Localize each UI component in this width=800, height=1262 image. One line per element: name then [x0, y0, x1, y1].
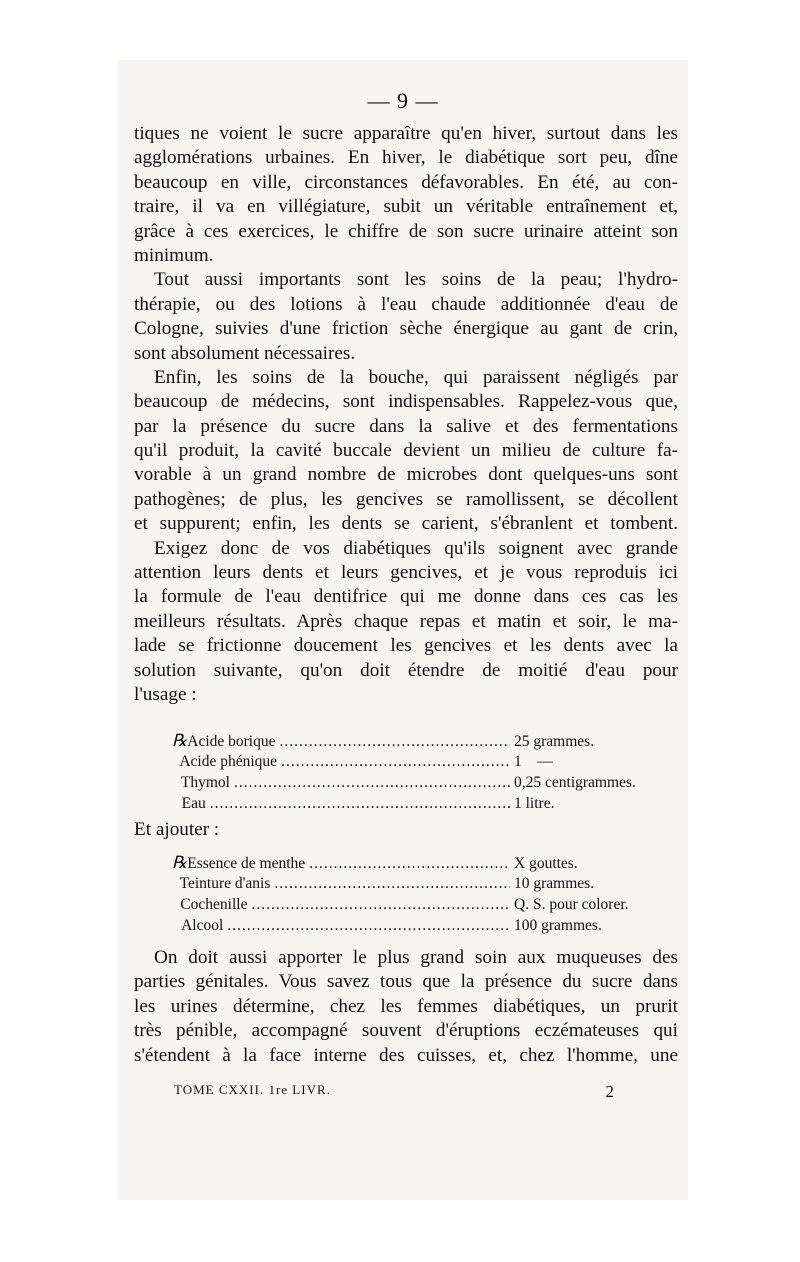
leader-dots: [281, 751, 510, 772]
formula-dentifrice: [172, 730, 642, 814]
ingredient-name: Thymol: [180, 774, 230, 791]
ingredient-quantity: 25 grammes.: [514, 733, 595, 750]
text-line: On doit aussi apporter le plus grand soin aux muqueuses des: [154, 947, 678, 968]
formula-row: [172, 915, 642, 936]
ingredient-name: Acide phénique: [179, 753, 278, 770]
formula-row: [172, 852, 642, 873]
formula-row: [172, 751, 642, 772]
ingredient-quantity: 1 litre.: [514, 795, 555, 812]
page-footer: [174, 1082, 614, 1102]
ingredient-name: Eau: [181, 795, 206, 812]
sheet-number: 2: [605, 1082, 614, 1101]
text-line: Exigez donc de vos diabétiques qu'ils soignent avec grande: [154, 537, 678, 559]
leader-dots: [274, 873, 510, 894]
ingredient-name: Essence de menthe: [187, 855, 306, 872]
volume-signature: TOME CXXII. 1re LIVR.: [174, 1082, 331, 1097]
ingredient-quantity: 100 grammes.: [514, 917, 602, 934]
formula-additions: [172, 852, 642, 936]
ingredient-name: Teinture d'anis: [179, 875, 271, 892]
text-line: qu'il produit, la cavité buccale devient un milieu de culture fa-: [134, 440, 678, 462]
text-line: et suppurent; enfin, les dents se carient, s'ébranlent et tombent.: [134, 513, 678, 535]
book-page: [118, 60, 688, 1200]
leader-dots: [279, 731, 510, 752]
leader-dots: [309, 853, 510, 874]
ingredient-quantity: 0,25 centigrammes.: [514, 774, 636, 791]
text-line: par la présence du sucre dans la salive et des fermentations: [134, 415, 678, 437]
body-text-block-1: [134, 122, 678, 707]
text-line: tiques ne voient le sucre apparaître qu'en hiver, surtout dans les: [134, 123, 678, 144]
leader-dots: [234, 772, 510, 793]
text-line: traire, il va en villégiature, subit un véritable entraînement et,: [134, 196, 678, 218]
body-text-block-2: [134, 946, 678, 1068]
ingredient-quantity: 1 —: [514, 753, 553, 770]
text-line: grâce à ces exercices, le chiffre de son sucre urinaire atteint son: [134, 220, 678, 242]
ingredient-name: Cochenille: [180, 896, 248, 913]
text-line: Enfin, les soins de la bouche, qui paraissent négligés par: [154, 366, 678, 388]
text-line: parties génitales. Vous savez tous que la présence du sucre dans: [134, 971, 678, 993]
formula-row: [172, 873, 642, 894]
text-line: la formule de l'eau dentifrice qui me donne dans ces cas les: [134, 586, 678, 608]
page-number: — 9 —: [367, 88, 439, 113]
formula-row: [172, 894, 642, 915]
text-line: sont absolument nécessaires.: [134, 342, 356, 364]
text-line: solution suivante, qu'on doit étendre de moitié d'eau pour: [134, 659, 678, 681]
formula-row: [172, 730, 642, 751]
text-line: les urines détermine, chez les femmes diabétiques, un prurit: [134, 995, 678, 1017]
ingredient-quantity: 10 grammes.: [514, 875, 595, 892]
text-line: thérapie, ou des lotions à l'eau chaude additionnée d'eau de: [134, 293, 678, 315]
recipe-symbol-icon: ℞: [172, 731, 188, 750]
text-line: Tout aussi importants sont les soins de la peau; l'hydro-: [154, 269, 678, 291]
text-line: lade se frictionne doucement les gencives et les dents avec la: [134, 635, 678, 657]
text-line: beaucoup en ville, circonstances défavorables. En été, au con-: [134, 171, 678, 193]
text-line: l'usage :: [134, 683, 197, 705]
text-line: attention leurs dents et leurs gencives, et je vous reproduis ici: [134, 562, 678, 584]
ingredient-name: Acide borique: [187, 733, 276, 750]
text-line: vorable à un grand nombre de microbes dont quelques-uns sont: [134, 464, 678, 486]
text-line: meilleurs résultats. Après chaque repas et matin et soir, le ma-: [134, 610, 678, 632]
text-line: pathogènes; de plus, les gencives se ramollissent, se décollent: [134, 488, 678, 510]
ingredient-name: Alcool: [181, 917, 224, 934]
leader-dots: [210, 793, 510, 814]
formula-row: [172, 772, 642, 793]
text-line: beaucoup de médecins, sont indispensables. Rappelez-vous que,: [134, 391, 678, 413]
ingredient-quantity: Q. S. pour colorer.: [514, 896, 629, 913]
section-heading-ajouter: Et ajouter :: [134, 819, 220, 840]
text-line: Cologne, suivies d'une friction sèche énergique au gant de crin,: [134, 318, 678, 340]
formula-row: [172, 793, 642, 814]
leader-dots: [251, 894, 510, 915]
leader-dots: [227, 915, 510, 936]
text-line: s'étendent à la face interne des cuisses, et, chez l'homme, une: [134, 1044, 678, 1066]
text-line: très pénible, accompagné souvent d'éruptions eczémateuses qui: [134, 1020, 678, 1042]
recipe-symbol-icon: ℞: [172, 853, 188, 872]
ingredient-quantity: X gouttes.: [514, 855, 578, 872]
text-line: minimum.: [134, 244, 214, 266]
text-line: agglomérations urbaines. En hiver, le diabétique sort peu, dîne: [134, 147, 678, 169]
